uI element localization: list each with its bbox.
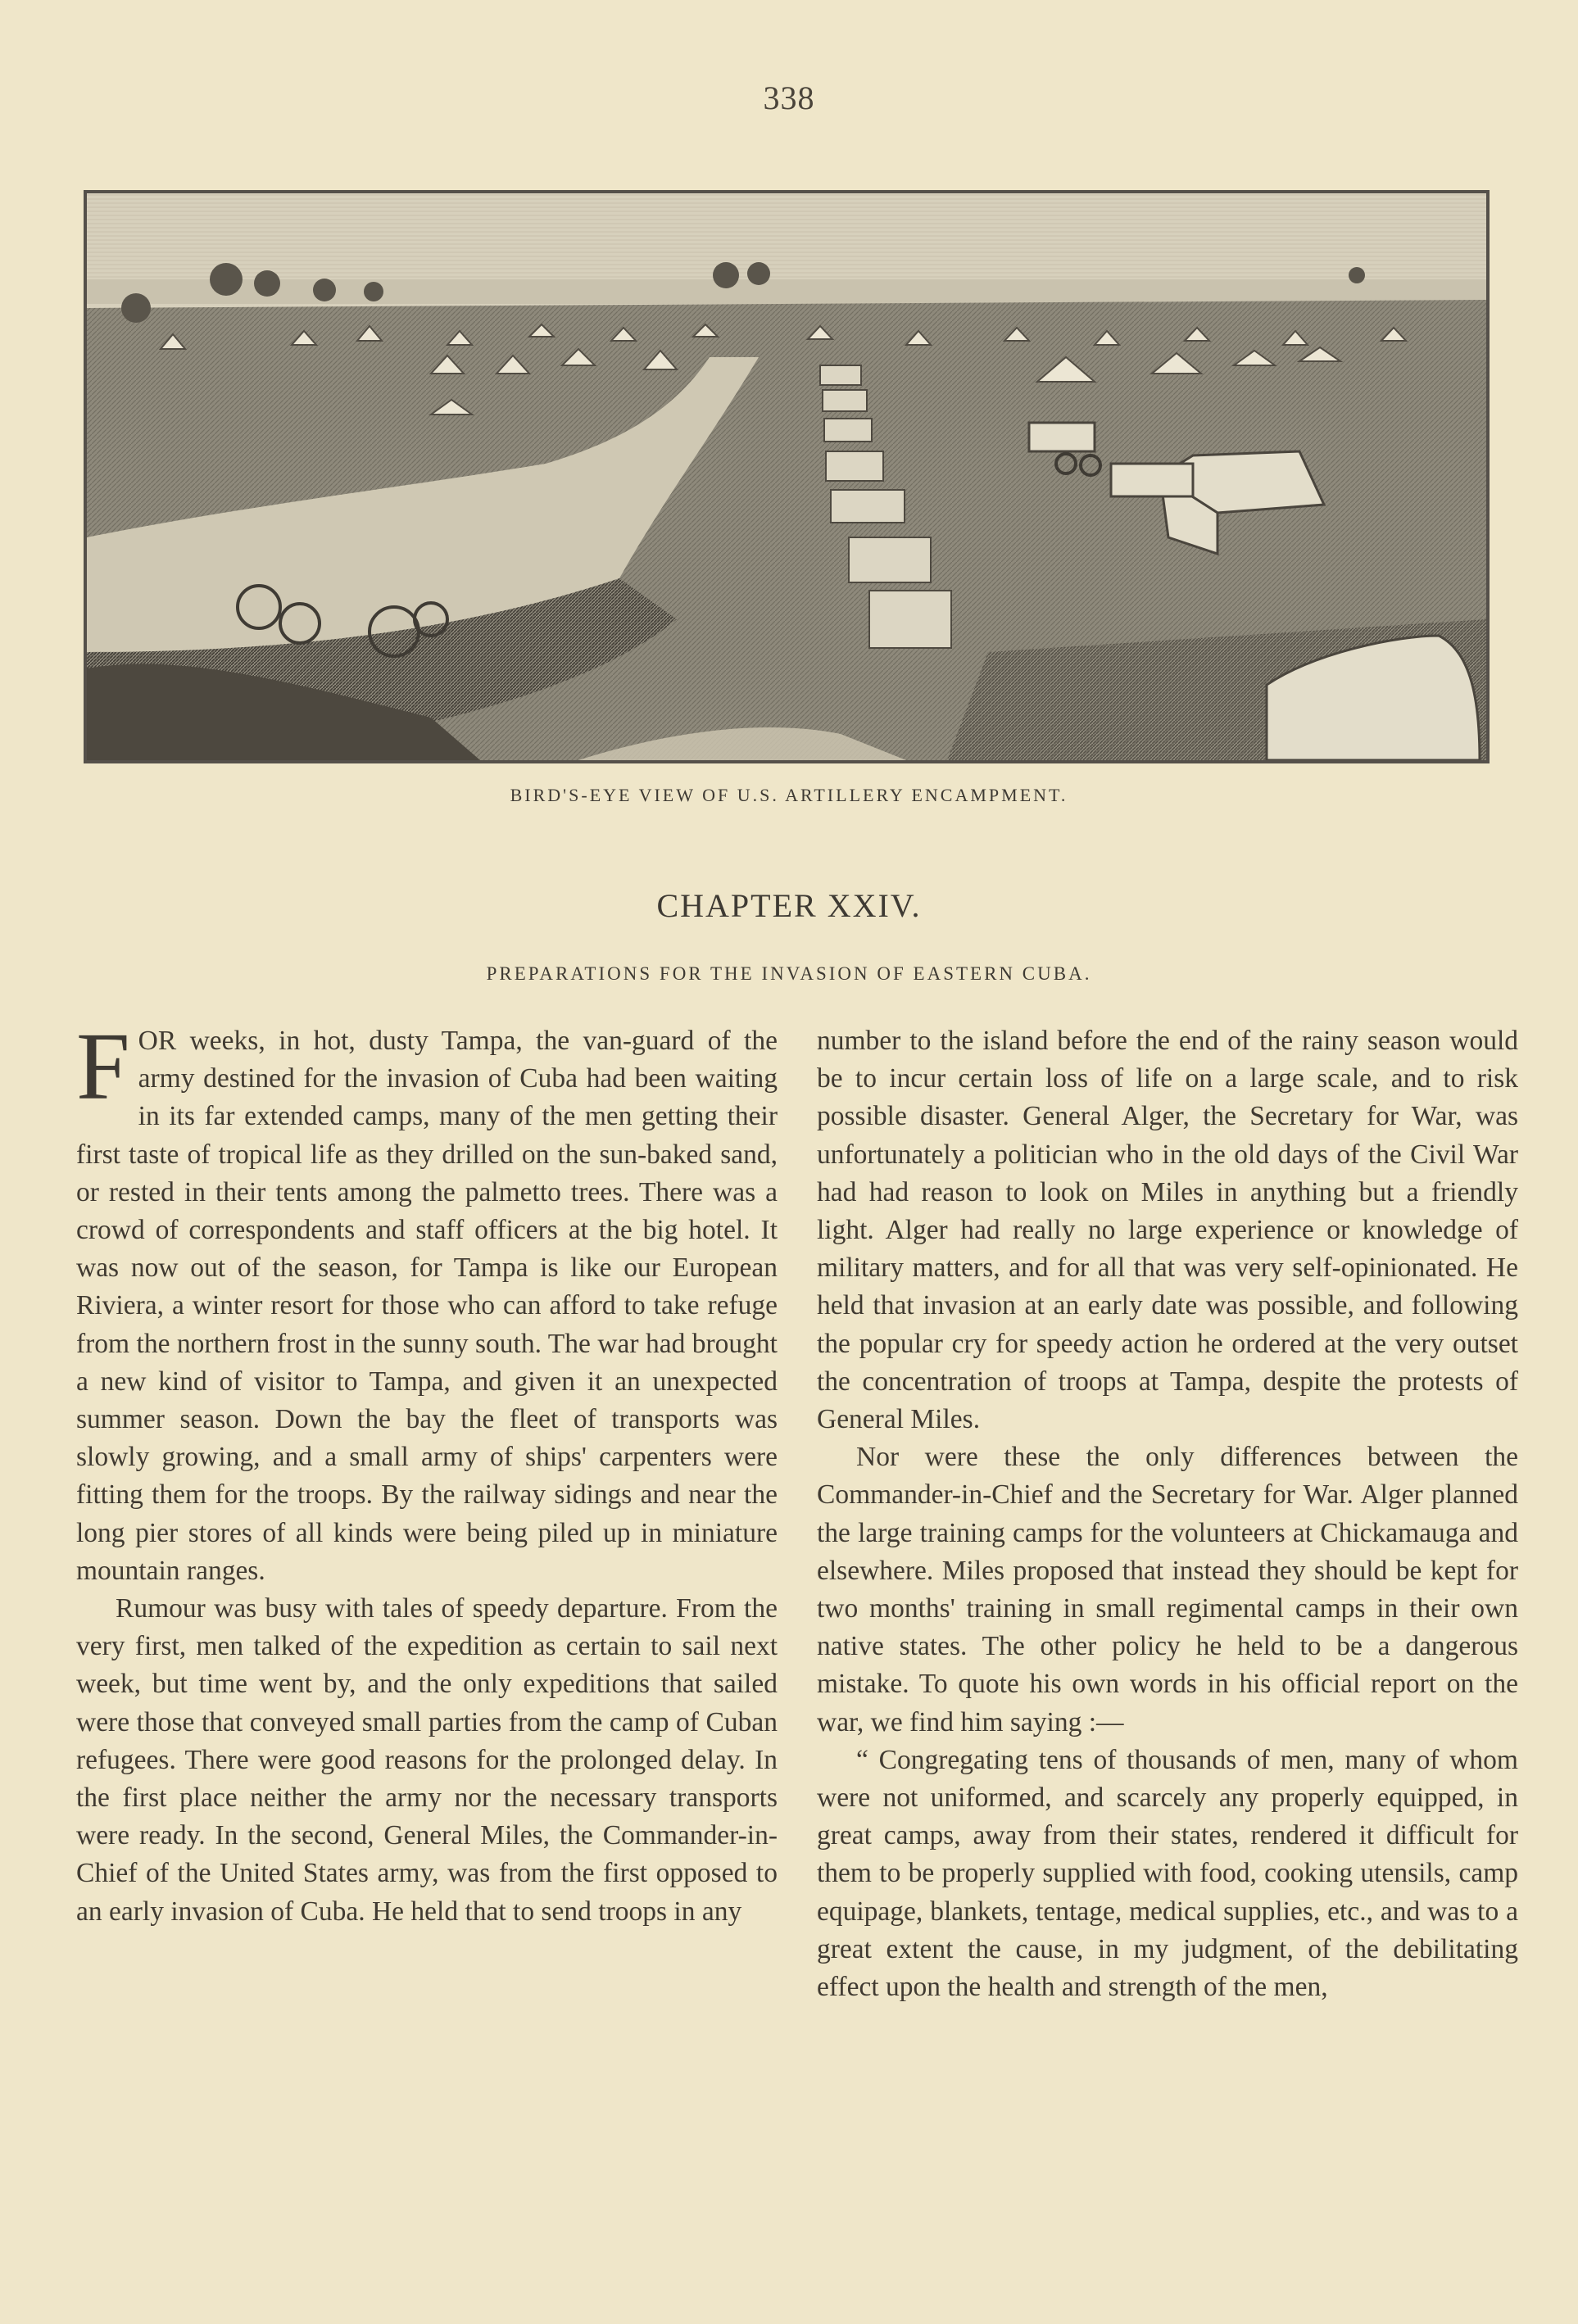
chapter-subtitle: PREPARATIONS FOR THE INVASION OF EASTERN CUBA. [486,963,1092,984]
page-number: 338 [763,79,815,116]
right-column [817,1022,1518,2006]
paragraph: Nor were these the only differences between the Commander-in-Chief and the Secretary for War. Alger planned the large training camps for the volunteers at Chickamauga and elsewhere. Miles proposed that instead they should be kept for two months' training in small regimental camps in their own native states. The other policy he held to be a dangerous mistake. To quote his own words in his official report on the war, we find him saying :— [817,1442,1518,1737]
encampment-engraving [87,193,1486,760]
paragraph: number to the island before the end of the rainy season would be to incur certain loss of life on a large scale, and to risk possible disaster. General Alger, the Secretary for War, was unfortunately a politician who in the old days of the Civil War had had reason to look on Miles in anything but a friendly light. Alger had really no large experience or knowledge of military matters, and for all that was very self-opinionated. He held that invasion at an early date was possible, and following the popular cry for speedy action he ordered at the very outset the concentration of troops at Tampa, despite the protests of General Miles. [817,1026,1518,1435]
encampment-illustration [84,190,1490,763]
chapter-title: CHAPTER XXIV. [656,887,922,924]
paragraph: Rumour was busy with tales of speedy departure. From the very first, men talked of the expedition as certain to sail next week, but time went by, and the only expeditions that sailed were those that conveyed small parties from the camp of Cuban refugees. There were good reasons for the prolonged delay. In the first place neither the army nor the necessary transports were ready. In the second, General Miles, the Commander-in-Chief of the United States army, was from the first opposed to an early invasion of Cuba. He held that to send troops in any [76,1593,778,1927]
drop-cap: F [76,1013,130,1120]
paragraph-text: OR weeks, in hot, dusty Tampa, the van-guard of the army destined for the invasion of Cuba had been waiting in its far extended camps, many of the men getting their first taste of tropical life as they drilled on the sun-baked sand, or rested in their tents among the palmetto trees. There was a crowd of correspondents and staff officers at the big hotel. It was now out of the season, for Tampa is like our European Riviera, a winter resort for those who can afford to take refuge from the northern frost in the sunny south. The war had brought a new kind of visitor to Tampa, and given it an unexpected summer season. Down the bay the fleet of transports was slowly growing, and a small army of ships' carpenters were fitting them for the troops. By the railway sidings and near the long pier stores of all kinds were being piled up in miniature mountain ranges. [76,1026,778,1586]
quotation-paragraph: “ Congregating tens of thousands of men, many of whom were not uniformed, and scarcely any properly equipped, in great camps, away from their states, rendered it difficult for them to be properly supplied with food, cooking utensils, camp equipage, blankets, tentage, medical supplies, etc., and was to a great extent the cause, in my judgment, of the debilitating effect upon the health and strength of the men, [817,1744,1518,2003]
left-column [76,1013,778,1931]
illustration-caption: BIRD'S-EYE VIEW OF U.S. ARTILLERY ENCAMPMENT. [510,785,1068,805]
paragraph [76,1013,778,1590]
